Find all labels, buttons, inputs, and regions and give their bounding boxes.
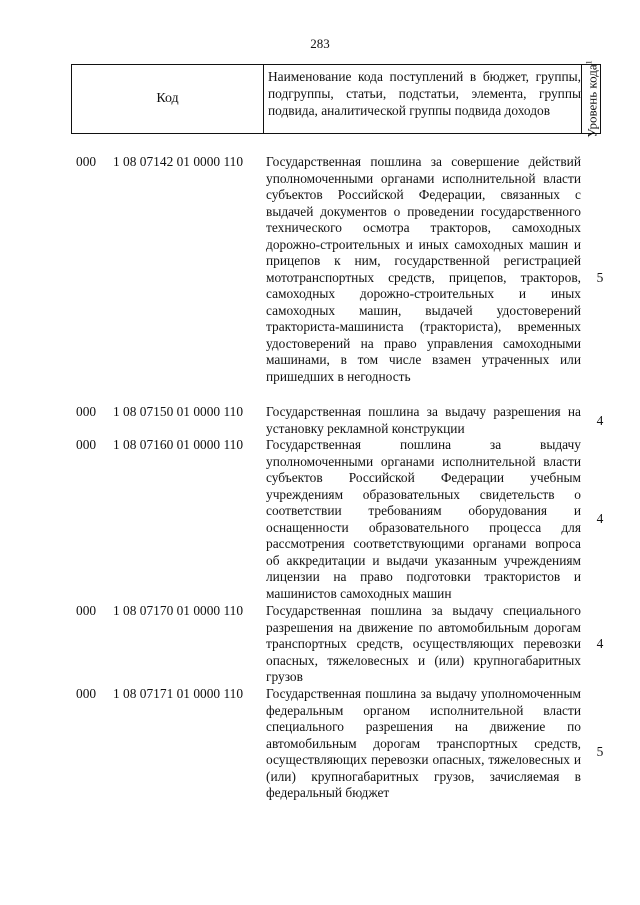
row-code: 1 08 07171 01 0000 110 xyxy=(113,686,244,701)
row-level: 4 xyxy=(596,511,604,526)
row-name: Государственная пошлина за выдачу уполномоченным федеральным органом исполнительной власти специального разрешения на движение по автомобильным дорогам транспортных средств, осуществляющих перевозки опасных, тяжеловесных и (или) крупногабаритных грузов, зачисляемая в федеральный бюджет xyxy=(266,686,581,800)
header-level-text: Уровень кода xyxy=(584,64,600,138)
row-level: 4 xyxy=(596,636,604,651)
row-level: 4 xyxy=(596,413,604,428)
row-prefix: 000 xyxy=(76,437,97,452)
table-header xyxy=(71,60,601,138)
row-code: 1 08 07142 01 0000 110 xyxy=(113,154,244,169)
row-prefix: 000 xyxy=(76,603,97,618)
header-name-label: Наименование кода поступлений в бюджет, группы, подгруппы, статьи, подстатьи, элемента, группы подвида, аналитической группы подвида доходов xyxy=(268,69,581,118)
row-code: 1 08 07150 01 0000 110 xyxy=(113,404,244,419)
row-prefix: 000 xyxy=(76,404,97,419)
row-code: 1 08 07170 01 0000 110 xyxy=(113,603,244,618)
row-level: 5 xyxy=(596,270,604,285)
header-level-footnote: 1 xyxy=(584,60,594,65)
header-level-label xyxy=(582,60,599,137)
row-prefix: 000 xyxy=(76,686,97,701)
row-code: 1 08 07160 01 0000 110 xyxy=(113,437,244,452)
header-level-cell xyxy=(581,60,600,138)
row-name: Государственная пошлина за выдачу уполномоченными органами исполнительной власти субъектов Российской Федерации учебным учреждениям образовательных свидетельств о соответствии требованиям оборудования и оснащенности образовательного процесса для рассмотрения соответствующими органами вопроса об аккредитации и выдачи указанным учреждениям лицензии на право подготовки трактористов и машинистов самоходных машин xyxy=(266,437,581,601)
row-level: 5 xyxy=(596,744,604,759)
row-name: Государственная пошлина за выдачу специального разрешения на движение по автомобильным дорогам транспортных средств, осуществляющих перевозки опасных, тяжеловесных и (или) крупногабаритных грузов xyxy=(266,603,581,684)
row-name: Государственная пошлина за выдачу разрешения на установку рекламной конструкции xyxy=(266,404,581,436)
row-prefix: 000 xyxy=(76,154,97,169)
header-code-label: Код xyxy=(72,65,264,133)
row-name: Государственная пошлина за совершение действий уполномоченными органами исполнительной власти субъектов Российской Федерации, связанных с выдачей документов о проведении государственного технического осмотра тракторов, самоходных дорожно-строительных и иных самоходных машин и прицепов к ним, государственной регистрацией мототранспортных средств, прицепов, тракторов, самоходных дорожно-строительных и иных самоходных машин, выдачей удостоверений тракториста-машиниста (тракториста), временных удостоверений на право управления самоходными машинами, в том числе взамен утраченных или пришедших в негодность xyxy=(266,154,581,384)
page-number: 283 xyxy=(310,36,330,51)
